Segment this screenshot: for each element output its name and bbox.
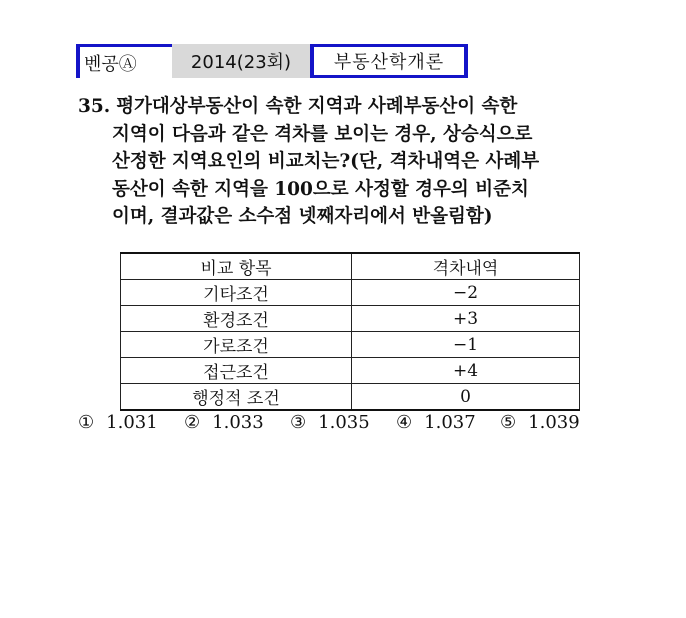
item-cell: 행정적 조건 (121, 384, 352, 411)
comparison-table (120, 252, 580, 411)
item-cell: 접근조건 (121, 358, 352, 384)
question-line: 산정한 지역요인의 비교치는?(단, 격차내역은 사례부 (112, 151, 540, 172)
table-row (121, 332, 580, 358)
table-row (121, 280, 580, 306)
choice-3[interactable]: ③ 1.035 (290, 412, 370, 433)
column-header-difference: 격차내역 (352, 253, 580, 280)
header-label: 벤공Ⓐ (76, 44, 172, 78)
choice-2[interactable]: ② 1.033 (184, 412, 264, 433)
item-cell: 기타조건 (121, 280, 352, 306)
item-cell: 환경조건 (121, 306, 352, 332)
table-row (121, 384, 580, 411)
header-year: 2014(23회) (172, 44, 310, 78)
choice-5[interactable]: ⑤ 1.039 (500, 412, 580, 433)
difference-cell: −1 (352, 332, 580, 358)
choice-4[interactable]: ④ 1.037 (396, 412, 476, 433)
item-cell: 가로조건 (121, 332, 352, 358)
question-line: 이며, 결과값은 소수점 넷째자리에서 반올림함) (112, 206, 493, 227)
column-header-item: 비교 항목 (121, 253, 352, 280)
difference-cell: +4 (352, 358, 580, 384)
question-number: 35. (78, 96, 111, 117)
table-row (121, 306, 580, 332)
question-line: 35. 평가대상부동산이 속한 지역과 사례부동산이 속한 (78, 96, 518, 117)
header-subject: 부동산학개론 (310, 44, 468, 78)
choice-1[interactable]: ① 1.031 (78, 412, 158, 433)
difference-cell: 0 (352, 384, 580, 411)
exam-header (76, 44, 468, 78)
difference-cell: +3 (352, 306, 580, 332)
table-row (121, 358, 580, 384)
answer-choices (78, 412, 598, 438)
question-line: 동산이 속한 지역을 100으로 사정할 경우의 비준치 (112, 178, 529, 200)
difference-cell: −2 (352, 280, 580, 306)
table-header-row (121, 253, 580, 280)
question-line: 지역이 다음과 같은 격차를 보이는 경우, 상승식으로 (112, 123, 533, 145)
question-text (78, 93, 598, 231)
